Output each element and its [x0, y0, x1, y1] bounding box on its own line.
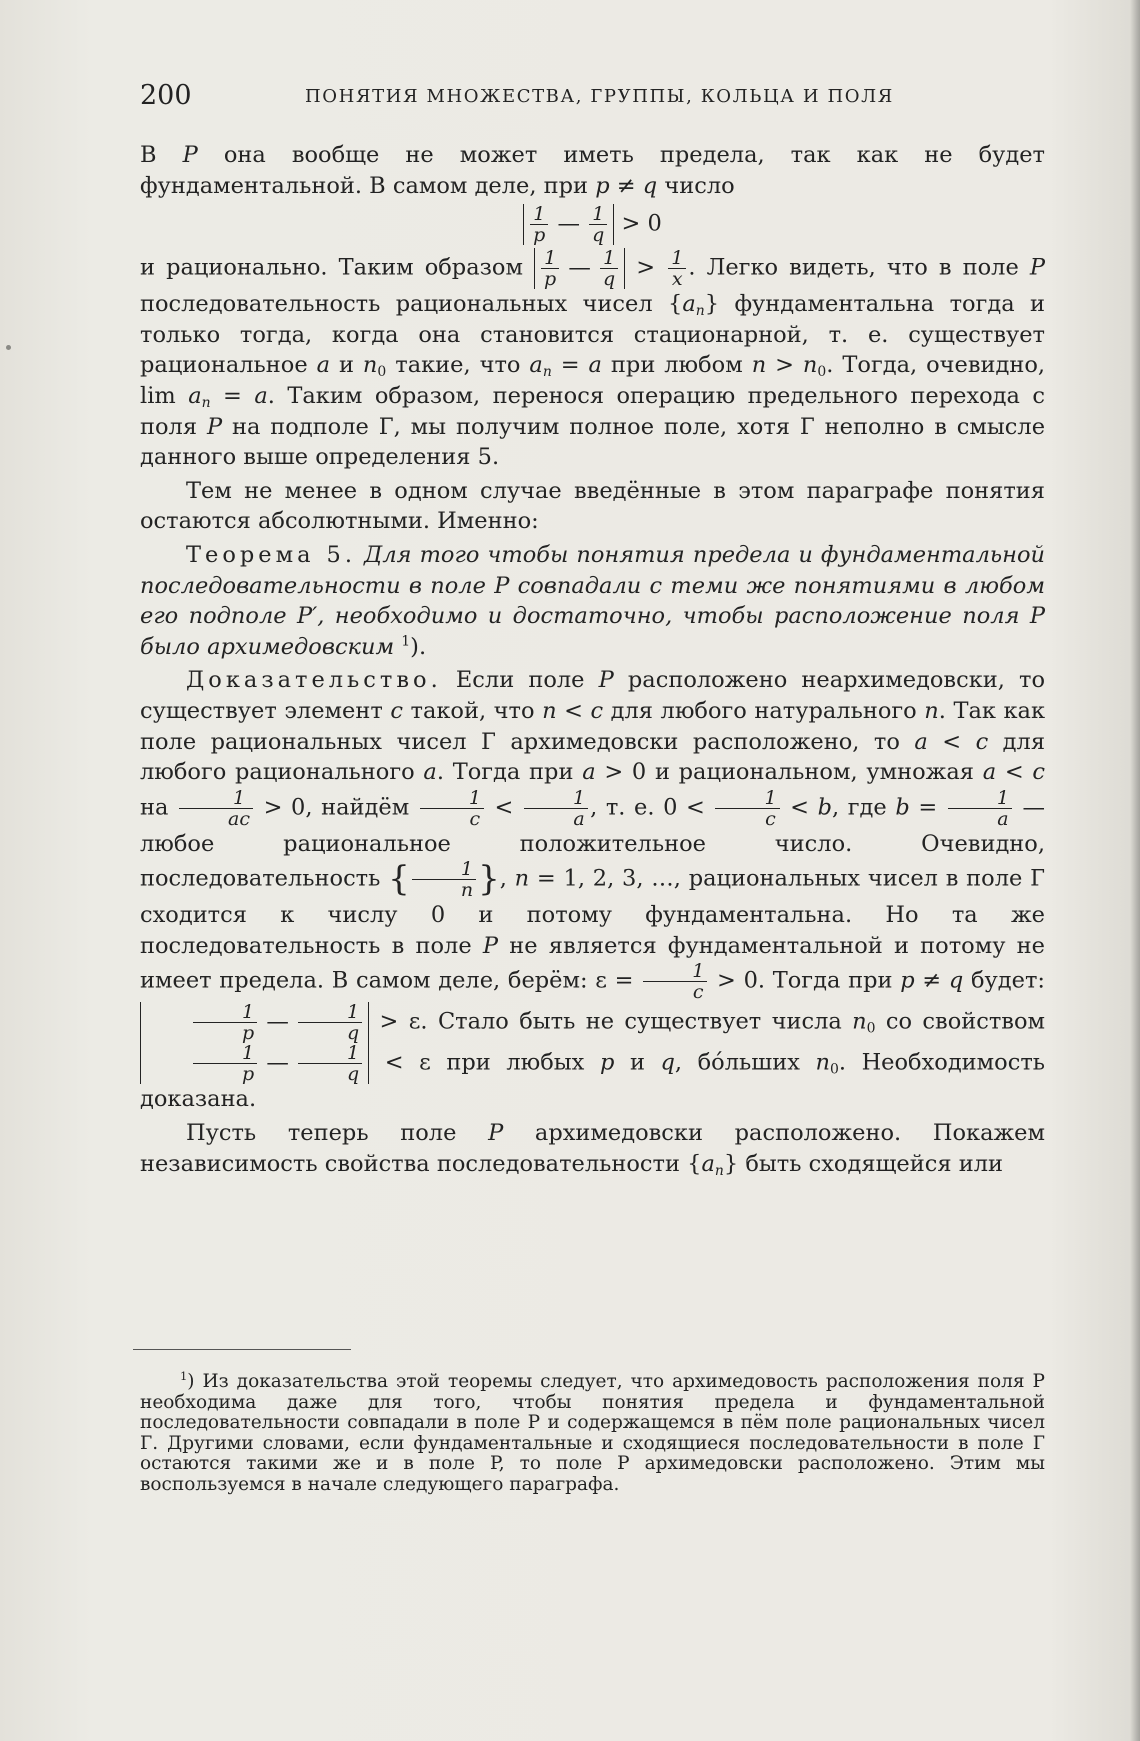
text-run: при любом: [610, 352, 743, 379]
text-run: Тогда, очевидно,: [842, 352, 1046, 379]
theorem-text: Для того чтобы понятия предела и фундаментальной последовательности в поле P совпадали с теми же понятиями в любом его подполе P′, необходимо и достаточно, чтобы расположение поля P было архимедовским: [140, 541, 1046, 660]
text-run: для любого рационального: [140, 728, 1046, 786]
footnote-ref[interactable]: 1: [401, 633, 411, 650]
text-run: Тогда при: [772, 967, 893, 994]
theorem-label: Теорема 5.: [186, 541, 356, 568]
text-run: со свойством: [885, 1008, 1045, 1035]
text-run: бо́льших: [697, 1049, 800, 1076]
text-run: В: [140, 142, 157, 168]
text-run: рациональных чисел в поле Г сходится к числу 0 и потому фундаментальна. Но та же последовательность в поле: [140, 865, 1045, 959]
text-run: последовательность рациональных чисел: [140, 291, 653, 318]
text-run: на: [140, 794, 169, 821]
footnote-divider: [133, 1349, 351, 1350]
text-run: ).: [410, 633, 427, 660]
proof: Доказательство. Если поле P расположено неархимедовски, то существует элемент c такой, что n < c для любого натурального n. Так как поле рациональных чисел Г архимедовски расположено, то a < c для любого рационального a. Тогда при a > 0 и рациональном, умножая a < c на $\frac{1}{ac}$ > 0, найдём $\frac{1}{c}$ < $\frac{1}{a}$ , т. е. 0 < $\frac{1}{c}$ < b, где b = $\frac{1}{a}$ — любое рациональное положительное число. Очевидно, последовательность { $\frac{1}{n}$ }, n = 1, 2, 3, …, рациональных чисел в поле Г сходится к числу 0 и потому фундаментальна. Но та же последовательность в поле P не является фундаментальной и потому не имеет предела. В самом деле, берём: ε = $\frac{1}{c}$ > 0. Тогда при p ≠ q будет: $\frac{1}{p}$ — $\frac{1}{q}$ > ε. Стало быть не существует числа $n_0$ со свойством $\frac{1}{p}$ — $\frac{1}{q}$ < ε при любых p и q, бо́льших $n_0$. Необходимость доказана.: [140, 667, 1046, 1113]
theorem-5: [140, 540, 1045, 662]
formula-abs-diff: $\frac{1}{p}$ — $\frac{1}{q}$ > 0: [140, 204, 1045, 245]
text-run: такой, что: [410, 697, 535, 724]
page-number: 200: [140, 80, 192, 111]
page-header: [140, 80, 1045, 116]
text-run: Пусть теперь поле: [186, 1120, 457, 1147]
footnote: [140, 1368, 1045, 1495]
text-run: Таким образом, перенося операцию предельного перехода с поля: [140, 382, 1045, 440]
text-run: найдём: [321, 794, 410, 821]
text-run: будет:: [971, 967, 1045, 994]
text-run: такие, что: [395, 352, 521, 379]
text-run: для любого натурального: [610, 697, 917, 724]
text-run: расположено неархимедовски, то существует элемент: [140, 667, 1046, 724]
paragraph-1: В P она вообще не может иметь предела, так как не будет фундаментальной. В самом деле, при p ≠ q число: [140, 142, 1046, 199]
footnote-mark: 1: [180, 1368, 188, 1383]
text-run: Так как поле рациональных чисел Г архимедовски расположено, то: [140, 697, 1046, 755]
text-run: Необходимость доказана.: [140, 1049, 1046, 1113]
text-run: она вообще не может иметь предела, так как не будет фундаментальной. В самом деле, при: [140, 142, 1046, 199]
main-text: [140, 140, 1045, 1179]
text-run: архимедовски расположено. Покажем независимость свойства последовательности: [140, 1120, 1045, 1177]
text-run: Тогда при: [452, 759, 574, 786]
proof-label: Доказательство.: [186, 667, 442, 694]
text-run: т. е.: [605, 794, 655, 821]
text-run: и: [338, 352, 354, 379]
text-run: где: [847, 794, 887, 821]
paragraph-2: Тем не менее в одном случае введённые в этом параграфе понятия остаются абсолютными. Именно:: [140, 477, 1045, 535]
text-run: и рационально. Таким образом: [140, 254, 523, 281]
running-head: ПОНЯТИЯ МНОЖЕСТВА, ГРУППЫ, КОЛЬЦА И ПОЛЯ: [305, 86, 894, 107]
paragraph-1-cont: и рационально. Таким образом $\frac{1}{p}$ — $\frac{1}{q}$ > $\frac{1}{x}$ . Легко видеть, что в поле P последовательность рациональных чисел $\{a_n\}$ фундаментальна тогда и только тогда, когда она становится стационарной, т. е. существует рациональное a и $n_0$ такие, что $a_n = a$ при любом $n > n_0$. Тогда, очевидно, $\lim a_n = a$. Таким образом, перенося операцию предельного перехода с поля P на подполе Г, мы получим полное поле, хотя Г неполно в смысле данного выше определения 5.: [140, 247, 1046, 471]
text-run: не является фундаментальной и потому не имеет предела. В самом деле, берём:: [140, 932, 1045, 994]
scan-speck: [6, 345, 11, 350]
text-run: быть сходящейся или: [745, 1150, 1003, 1177]
text-run: число: [664, 172, 735, 199]
text-run: Легко видеть, что в поле: [706, 254, 1019, 281]
paragraph-last: Пусть теперь поле P архимедовски расположено. Покажем независимость свойства последовательности $\{a_n\}$ быть сходящейся или: [140, 1120, 1045, 1179]
text-run: — любое рациональное положительное число. Очевидно, последовательность: [140, 794, 1046, 892]
text-run: при любых: [446, 1049, 585, 1076]
text-run: и рациональном, умножая: [654, 759, 974, 786]
text-run: фундаментальна тогда и только тогда, когда она становится стационарной, т. е. существует рациональное: [140, 291, 1045, 379]
footnote-text: ) Из доказательства этой теоремы следует, что архимедовость расположения поля P необходима даже для того, чтобы понятия предела и фундаментальной последовательности совпадали в поле P и содержащемся в пём поле рациональных чисел Г. Другими словами, если фундаментальные и сходящиеся последовательности в поле Г остаются такими же и в поле P, то поле P архимедовски расположено. Этим мы воспользуемся в начале следующего параграфа.: [140, 1371, 1045, 1495]
text-run: Стало быть не существует числа: [437, 1008, 842, 1035]
text-run: на подполе Г, мы получим полное поле, хотя Г неполно в смысле данного выше определения 5.: [140, 413, 1046, 471]
text-run: Если поле: [455, 667, 585, 694]
text-run: и: [629, 1049, 645, 1076]
